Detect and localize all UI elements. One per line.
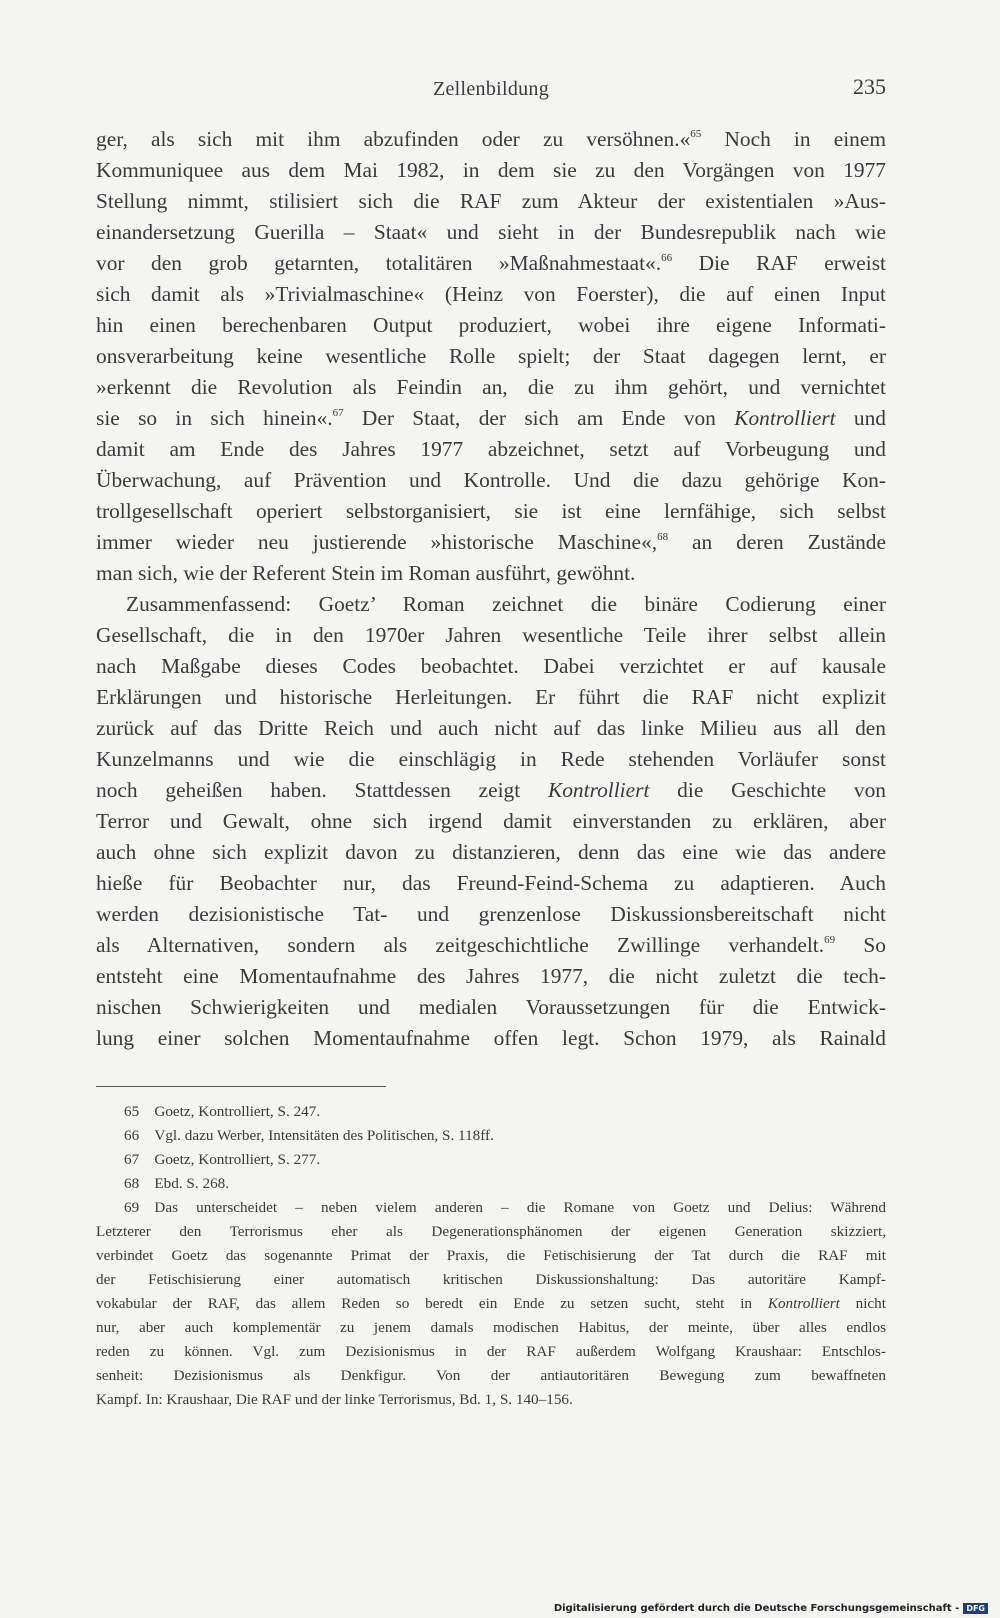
text-run: senheit: Dezisionismus als Denkfigur. Von der antiautoritären Bewegung zum bewaffneten [96,1367,886,1384]
text-line [96,372,886,403]
text-line [96,713,886,744]
footnote-line [96,1364,886,1388]
text-run: Letzterer den Terrorismus eher als Degenerationsphänomen der eigenen Generation skizziert, [96,1223,886,1240]
text-run: nach Maßgabe dieses Codes beobachtet. Dabei verzichtet er auf kausale [96,654,886,678]
italic-title: Kontrolliert [767,1295,840,1312]
text-run: Kunzelmanns und wie die einschlägig in Rede stehenden Vorläufer sonst [96,747,886,771]
text-run: Zusammenfassend: Goetz’ Roman zeichnet die binäre Codierung einer [126,592,886,616]
text-run: und [835,406,887,430]
text-run: damit am Ende des Jahres 1977 abzeichnet, setzt auf Vorbeugung und [96,437,886,461]
footnote-ref: 65 [690,128,702,140]
text-run: 68 Ebd. S. 268. [124,1175,230,1192]
text-run: »erkennt die Revolution als Feindin an, die zu ihm gehört, und vernichtet [96,375,886,399]
page-number: 235 [853,74,886,99]
text-line [96,217,886,248]
text-line [96,124,886,155]
text-run: auch ohne sich explizit davon zu distanzieren, denn das eine wie das andere [96,840,886,864]
footnote-ref: 66 [661,252,673,264]
text-line [96,155,886,186]
digitization-credit [554,1603,988,1614]
text-line [96,899,886,930]
text-run: Kommuniquee aus dem Mai 1982, in dem sie zu den Vorgängen von 1977 [96,158,886,182]
text-run: Die RAF erweist [672,251,886,275]
text-run: man sich, wie der Referent Stein im Roman ausführt, gewöhnt. [96,561,636,585]
text-run: an deren Zustände [668,530,886,554]
credit-text: Digitalisierung gefördert durch die Deutsche Forschungsgemeinschaft - [553,1603,960,1614]
text-line [96,837,886,868]
text-line [96,279,886,310]
footnote-line [96,1268,886,1292]
text-run: vor den grob getarnten, totalitären »Maßnahmestaat«. [96,251,662,275]
text-run: zurück auf das Dritte Reich und auch nicht auf das linke Milieu aus all den [96,716,886,740]
text-run: vokabular der RAF, das allem Reden so beredt ein Ende zu setzen sucht, steht in [96,1295,768,1312]
footnote-line [96,1172,886,1196]
footnote-ref: 68 [657,531,669,543]
footnotes [96,1100,886,1412]
footnote-line [96,1124,886,1148]
text-run: einandersetzung Guerilla – Staat« und sieht in der Bundesrepublik nach wie [96,220,886,244]
text-line [96,775,886,806]
text-line [96,186,886,217]
text-line [96,651,886,682]
footnote-line [96,1148,886,1172]
text-line [96,744,886,775]
text-line [96,310,886,341]
text-run: 69 Das unterscheidet – neben vielem anderen – die Romane von Goetz und Delius: Während [124,1199,886,1216]
text-line [96,806,886,837]
footnote-line [96,1220,886,1244]
text-line [96,589,886,620]
text-line [96,527,886,558]
text-run: Der Staat, der sich am Ende von [343,406,735,430]
footnote-ref: 67 [332,407,344,419]
italic-title: Kontrolliert [547,778,650,802]
footnote-line [96,1196,886,1220]
text-line [96,961,886,992]
text-run: die Geschichte von [649,778,886,802]
text-run: lung einer solchen Momentaufnahme offen legt. Schon 1979, als Rainald [96,1026,886,1050]
text-run: sich damit als »Trivialmaschine« (Heinz von Foerster), die auf einen Input [96,282,886,306]
text-run: 65 Goetz, Kontrolliert, S. 247. [124,1103,321,1120]
text-line [96,992,886,1023]
text-run: noch geheißen haben. Stattdessen zeigt [96,778,548,802]
text-run: Terror und Gewalt, ohne sich irgend damit einverstanden zu erklären, aber [96,809,886,833]
footnote-line [96,1340,886,1364]
text-run: Überwachung, auf Prävention und Kontrolle. Und die dazu gehörige Kon- [96,468,886,492]
text-line [96,465,886,496]
dfg-logo: DFG [963,1603,988,1614]
text-run: Kampf. In: Kraushaar, Die RAF und der linke Terrorismus, Bd. 1, S. 140–156. [96,1391,573,1408]
text-run: sie so in sich hinein«. [96,406,333,430]
text-run: Erklärungen und historische Herleitungen. Er führt die RAF nicht explizit [96,685,886,709]
text-line [96,1023,886,1054]
text-run: nischen Schwierigkeiten und medialen Voraussetzungen für die Entwick- [96,995,886,1019]
text-run: immer wieder neu justierende »historische Maschine«, [96,530,658,554]
text-run: verbindet Goetz das sogenannte Primat der Praxis, die Fetischisierung der Tat durch die RAF mit [96,1247,886,1264]
text-run: nur, aber auch komplementär zu jenem damals modischen Habitus, der meinte, über alles endlos [96,1319,886,1336]
text-run: als Alternativen, sondern als zeitgeschichtliche Zwillinge verhandelt. [96,933,825,957]
footnote-ref: 69 [824,934,836,946]
text-run: Stellung nimmt, stilisiert sich die RAF zum Akteur der existentialen »Aus- [96,189,886,213]
footnote-divider [96,1086,386,1087]
text-run: hieße für Beobachter nur, das Freund-Feind-Schema zu adaptieren. Auch [96,871,886,895]
text-line [96,682,886,713]
text-line [96,403,886,434]
italic-title: Kontrolliert [734,406,836,430]
text-line [96,434,886,465]
text-run: der Fetischisierung einer automatisch kritischen Diskussionshaltung: Das autoritäre Kampf- [96,1271,886,1288]
text-run: hin einen berechenbaren Output produziert, wobei ihre eigene Informati- [96,313,886,337]
footnote-line [96,1316,886,1340]
footnote-line [96,1292,886,1316]
text-line [96,558,886,589]
running-head [96,74,886,106]
text-run: onsverarbeitung keine wesentliche Rolle spielt; der Staat dagegen lernt, er [96,344,886,368]
text-run: nicht [839,1295,886,1312]
text-run: 67 Goetz, Kontrolliert, S. 277. [124,1151,321,1168]
text-run: trollgesellschaft operiert selbstorganisiert, sie ist eine lernfähige, sich selbst [96,499,886,523]
text-line [96,341,886,372]
text-run: ger, als sich mit ihm abzufinden oder zu versöhnen.« [96,127,691,151]
footnote-line [96,1100,886,1124]
text-run: entsteht eine Momentaufnahme des Jahres 1977, die nicht zuletzt die tech- [96,964,886,988]
text-run: werden dezisionistische Tat- und grenzenlose Diskussionsbereitschaft nicht [96,902,886,926]
text-line [96,868,886,899]
text-line [96,496,886,527]
footnote-line [96,1244,886,1268]
text-line [96,930,886,961]
text-line [96,620,886,651]
main-text [96,124,886,1054]
text-run: Noch in einem [701,127,886,151]
text-run: So [835,933,886,957]
text-run: Gesellschaft, die in den 1970er Jahren wesentliche Teile ihrer selbst allein [96,623,886,647]
running-title: Zellenbildung [432,78,550,100]
text-run: 66 Vgl. dazu Werber, Intensitäten des Politischen, S. 118ff. [124,1127,494,1144]
text-line [96,248,886,279]
footnote-line [96,1388,886,1412]
text-run: reden zu können. Vgl. zum Dezisionismus in der RAF außerdem Wolfgang Kraushaar: Entschlos- [96,1343,886,1360]
